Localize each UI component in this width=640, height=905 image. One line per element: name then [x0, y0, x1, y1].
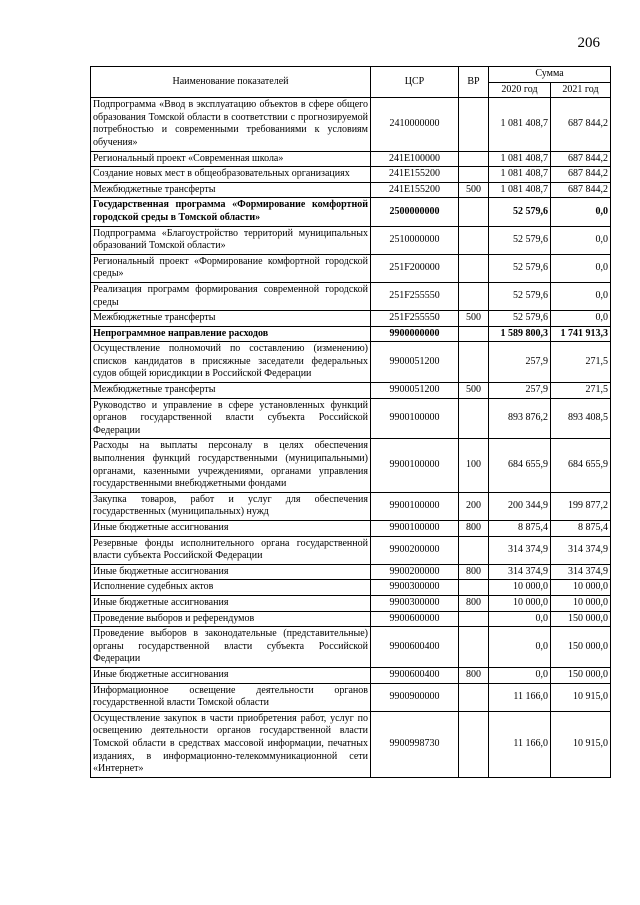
- table-row: [91, 564, 611, 580]
- row-2021: 10 000,0: [551, 595, 611, 611]
- row-vr: 500: [459, 182, 489, 198]
- row-name: Иные бюджетные ассигнования: [91, 521, 371, 537]
- header-row: [91, 67, 611, 83]
- row-csr: 9900000000: [371, 326, 459, 342]
- row-vr: 800: [459, 564, 489, 580]
- table-row: [91, 282, 611, 310]
- row-2021: 0,0: [551, 311, 611, 327]
- row-csr: 9900600400: [371, 627, 459, 668]
- row-2021: 10 915,0: [551, 683, 611, 711]
- table-row: [91, 580, 611, 596]
- row-vr: [459, 683, 489, 711]
- row-vr: 100: [459, 439, 489, 492]
- table-row: [91, 398, 611, 439]
- row-2021: 0,0: [551, 198, 611, 226]
- row-2021: 150 000,0: [551, 611, 611, 627]
- table-row: [91, 151, 611, 167]
- row-2021: 271,5: [551, 383, 611, 399]
- row-name: Руководство и управление в сфере установленных функций органов государственной власти субъекта Российской Федерации: [91, 398, 371, 439]
- row-csr: 9900998730: [371, 711, 459, 777]
- row-2021: 10 915,0: [551, 711, 611, 777]
- row-csr: 9900200000: [371, 564, 459, 580]
- row-csr: 241E155200: [371, 167, 459, 183]
- row-2021: 271,5: [551, 342, 611, 383]
- table-row: [91, 627, 611, 668]
- row-vr: 800: [459, 595, 489, 611]
- table-row: [91, 342, 611, 383]
- table-row: [91, 492, 611, 520]
- row-name: Региональный проект «Современная школа»: [91, 151, 371, 167]
- header-vr: ВР: [459, 67, 489, 98]
- row-name: Реализация программ формирования современной городской среды: [91, 282, 371, 310]
- row-vr: [459, 711, 489, 777]
- row-2021: 150 000,0: [551, 627, 611, 668]
- table-row: [91, 98, 611, 151]
- row-vr: [459, 580, 489, 596]
- row-name: Межбюджетные трансферты: [91, 182, 371, 198]
- budget-table: [90, 66, 611, 778]
- header-sum: Сумма: [489, 67, 611, 83]
- row-2020: 0,0: [489, 627, 551, 668]
- row-name: Межбюджетные трансферты: [91, 383, 371, 399]
- row-csr: 2510000000: [371, 226, 459, 254]
- row-2020: 257,9: [489, 342, 551, 383]
- table-row: [91, 667, 611, 683]
- row-2021: 687 844,2: [551, 151, 611, 167]
- row-2021: 687 844,2: [551, 167, 611, 183]
- row-name: Создание новых мест в общеобразовательных организациях: [91, 167, 371, 183]
- row-2021: 199 877,2: [551, 492, 611, 520]
- row-2021: 1 741 913,3: [551, 326, 611, 342]
- header-year-2021: 2021 год: [551, 82, 611, 98]
- row-vr: [459, 342, 489, 383]
- row-vr: [459, 398, 489, 439]
- row-2021: 0,0: [551, 226, 611, 254]
- row-name: Проведение выборов и референдумов: [91, 611, 371, 627]
- row-vr: [459, 611, 489, 627]
- row-name: Иные бюджетные ассигнования: [91, 667, 371, 683]
- row-csr: 9900100000: [371, 398, 459, 439]
- row-name: Межбюджетные трансферты: [91, 311, 371, 327]
- row-2020: 314 374,9: [489, 564, 551, 580]
- table-row: [91, 226, 611, 254]
- row-vr: [459, 282, 489, 310]
- row-2021: 8 875,4: [551, 521, 611, 537]
- row-csr: 251F200000: [371, 254, 459, 282]
- row-2021: 0,0: [551, 282, 611, 310]
- row-2021: 150 000,0: [551, 667, 611, 683]
- row-vr: 800: [459, 667, 489, 683]
- row-2020: 10 000,0: [489, 580, 551, 596]
- row-name: Расходы на выплаты персоналу в целях обеспечения выполнения функций государственными (муниципальными) органами, казенными учреждениями, органами управления государственными внебюджетными фондами: [91, 439, 371, 492]
- row-csr: 251F255550: [371, 282, 459, 310]
- row-2020: 1 081 408,7: [489, 98, 551, 151]
- table-row: [91, 383, 611, 399]
- row-vr: 200: [459, 492, 489, 520]
- row-csr: 241E155200: [371, 182, 459, 198]
- row-csr: 2500000000: [371, 198, 459, 226]
- table-row: [91, 254, 611, 282]
- row-csr: 9900900000: [371, 683, 459, 711]
- table-row: [91, 439, 611, 492]
- row-name: Проведение выборов в законодательные (представительные) органы государственной власти субъекта Российской Федерации: [91, 627, 371, 668]
- table-row: [91, 182, 611, 198]
- row-vr: [459, 151, 489, 167]
- row-name: Исполнение судебных актов: [91, 580, 371, 596]
- row-csr: 241E100000: [371, 151, 459, 167]
- table-row: [91, 167, 611, 183]
- header-year-2020: 2020 год: [489, 82, 551, 98]
- row-2020: 1 081 408,7: [489, 182, 551, 198]
- page-number: 206: [577, 35, 600, 51]
- row-vr: [459, 326, 489, 342]
- row-2020: 8 875,4: [489, 521, 551, 537]
- table-row: [91, 683, 611, 711]
- row-2020: 11 166,0: [489, 711, 551, 777]
- row-csr: 9900051200: [371, 383, 459, 399]
- row-2021: 314 374,9: [551, 564, 611, 580]
- row-name: Подпрограмма «Благоустройство территорий муниципальных образований Томской области»: [91, 226, 371, 254]
- row-csr: 9900051200: [371, 342, 459, 383]
- row-2021: 893 408,5: [551, 398, 611, 439]
- row-csr: 9900300000: [371, 595, 459, 611]
- row-csr: 9900300000: [371, 580, 459, 596]
- row-2020: 11 166,0: [489, 683, 551, 711]
- row-vr: 800: [459, 521, 489, 537]
- table-row: [91, 536, 611, 564]
- row-2020: 1 081 408,7: [489, 151, 551, 167]
- row-vr: [459, 254, 489, 282]
- row-2021: 687 844,2: [551, 182, 611, 198]
- row-vr: [459, 536, 489, 564]
- table-row: [91, 711, 611, 777]
- row-csr: 9900200000: [371, 536, 459, 564]
- row-2020: 684 655,9: [489, 439, 551, 492]
- row-vr: 500: [459, 383, 489, 399]
- row-name: Государственная программа «Формирование комфортной городской среды в Томской области»: [91, 198, 371, 226]
- row-name: Информационное освещение деятельности органов государственной власти Томской области: [91, 683, 371, 711]
- table-row: [91, 311, 611, 327]
- row-name: Подпрограмма «Ввод в эксплуатацию объектов в сфере общего образования Томской области в соответствии с прогнозируемой потребностью и современными требованиями к условиям обучения»: [91, 98, 371, 151]
- row-2021: 684 655,9: [551, 439, 611, 492]
- row-2020: 52 579,6: [489, 311, 551, 327]
- row-vr: [459, 98, 489, 151]
- row-name: Непрограммное направление расходов: [91, 326, 371, 342]
- table-row: [91, 326, 611, 342]
- row-vr: 500: [459, 311, 489, 327]
- row-vr: [459, 198, 489, 226]
- row-2020: 1 081 408,7: [489, 167, 551, 183]
- row-name: Закупка товаров, работ и услуг для обеспечения государственных (муниципальных) нужд: [91, 492, 371, 520]
- row-name: Осуществление закупок в части приобретения работ, услуг по освещению деятельности органов государственной власти Томской области в средствах массовой информации, печатных изданиях, в информационно-телекоммуникационной сети «Интернет»: [91, 711, 371, 777]
- row-2020: 10 000,0: [489, 595, 551, 611]
- row-2020: 200 344,9: [489, 492, 551, 520]
- row-2020: 52 579,6: [489, 198, 551, 226]
- table-row: [91, 521, 611, 537]
- row-vr: [459, 226, 489, 254]
- row-csr: 251F255550: [371, 311, 459, 327]
- row-2020: 52 579,6: [489, 282, 551, 310]
- header-csr: ЦСР: [371, 67, 459, 98]
- row-csr: 9900100000: [371, 521, 459, 537]
- row-csr: 9900100000: [371, 439, 459, 492]
- row-vr: [459, 167, 489, 183]
- row-2021: 0,0: [551, 254, 611, 282]
- row-2020: 1 589 800,3: [489, 326, 551, 342]
- row-csr: 2410000000: [371, 98, 459, 151]
- row-2020: 0,0: [489, 667, 551, 683]
- row-csr: 9900100000: [371, 492, 459, 520]
- row-name: Резервные фонды исполнительного органа государственной власти субъекта Российской Федерации: [91, 536, 371, 564]
- row-2020: 257,9: [489, 383, 551, 399]
- header-name: Наименование показателей: [91, 67, 371, 98]
- table-row: [91, 595, 611, 611]
- table-row: [91, 611, 611, 627]
- row-name: Осуществление полномочий по составлению (изменению) списков кандидатов в присяжные заседатели федеральных судов общей юрисдикции в Российской Федерации: [91, 342, 371, 383]
- row-2021: 314 374,9: [551, 536, 611, 564]
- row-2020: 52 579,6: [489, 226, 551, 254]
- row-2021: 687 844,2: [551, 98, 611, 151]
- row-name: Иные бюджетные ассигнования: [91, 595, 371, 611]
- table-row: [91, 198, 611, 226]
- row-name: Региональный проект «Формирование комфортной городской среды»: [91, 254, 371, 282]
- row-2020: 314 374,9: [489, 536, 551, 564]
- row-csr: 9900600400: [371, 667, 459, 683]
- row-vr: [459, 627, 489, 668]
- row-csr: 9900600000: [371, 611, 459, 627]
- row-2021: 10 000,0: [551, 580, 611, 596]
- row-name: Иные бюджетные ассигнования: [91, 564, 371, 580]
- row-2020: 893 876,2: [489, 398, 551, 439]
- row-2020: 52 579,6: [489, 254, 551, 282]
- row-2020: 0,0: [489, 611, 551, 627]
